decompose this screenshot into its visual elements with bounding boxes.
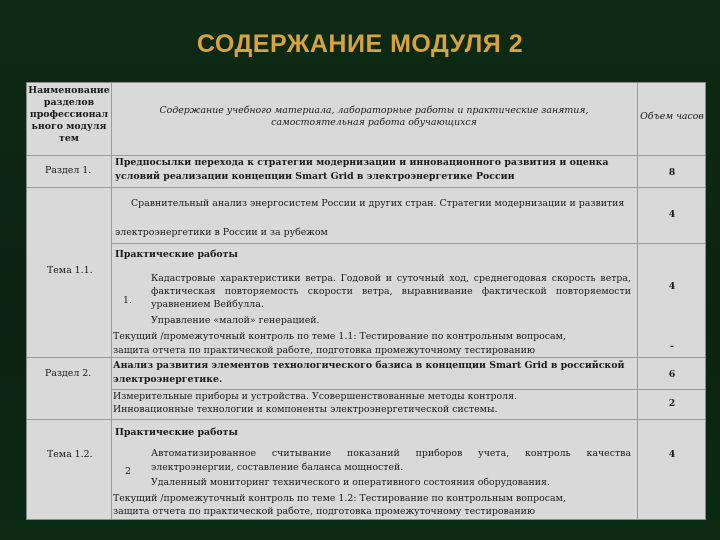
practical-number: 1. bbox=[123, 295, 132, 306]
header-divider bbox=[27, 155, 705, 156]
section-title: электроэнергетике. bbox=[113, 374, 223, 385]
hours-value: 4 bbox=[668, 209, 676, 220]
topic-text: Измерительные приборы и устройства. Усовершенствованные методы контроля. bbox=[113, 391, 518, 402]
row-divider bbox=[27, 187, 705, 188]
section-title: Предпосылки перехода к стратегии модернизации и инновационного развития и оценка bbox=[115, 157, 609, 168]
row-divider bbox=[111, 243, 705, 244]
row-divider bbox=[111, 389, 705, 390]
page-title: СОДЕРЖАНИЕ МОДУЛЯ 2 bbox=[196, 30, 524, 58]
topic-text: электроэнергетики в России и за рубежом bbox=[115, 227, 328, 238]
section-label: Раздел 1. bbox=[45, 165, 92, 176]
hours-value: 6 bbox=[668, 369, 676, 380]
column-divider-1 bbox=[111, 83, 112, 519]
row-divider bbox=[27, 419, 705, 420]
section-label: Раздел 2. bbox=[45, 368, 92, 379]
hours-value: 4 bbox=[668, 281, 676, 292]
row-divider bbox=[27, 357, 705, 358]
topic-text: Сравнительный анализ энергосистем России и других стран. Стратегии модернизации и развития bbox=[131, 198, 625, 209]
hours-value: - bbox=[670, 341, 674, 352]
topic-text: Инновационные технологии и компоненты электроэнергетической системы. bbox=[113, 404, 498, 415]
hours-value: 2 bbox=[668, 398, 676, 409]
section-title: условий реализации концепции Smart Grid в электроэнергетике России bbox=[115, 171, 515, 182]
header-col-hours: Объем часов bbox=[640, 111, 704, 122]
module-content-table: Наименование разделов профессионал ьного модуля тем Содержание учебного материала, лабораторные работы и практические занятия, самостоятельная работа обучающихся Объем часов Раздел 1. Предпосылки перехода к стратегии модернизации и инновационного развития и оценка условий реализации концепции Smart Grid в электроэнергетике России 8 Сравнительный анализ энергосистем России и других стран. Стратегии модернизации и развития электроэнергетики в России и за рубежом 4 Тема 1.1. Практические работы 1. Кадастровые характеристики ветра. Годовой и суточный ход, среднегодовая скорость ветра, фактическая повторяемость скорости ветра, выравнивание фактической повторяемости уравнением Вейбулла. Управление «малой» генерацией. 4 Текущий /промежуточный контроль по теме 1.1: Тестирование по контрольным вопросам, защита отчета по практической работе, подготовка промежуточному тестированию - Раздел 2. Анализ развития элементов технологического базиса в концепции Smart Grid в российской электроэнергетике. 6 Измерительные приборы и устройства. Усовершенствованные методы контроля. Инновационные технологии и компоненты электроэнергетической системы. 2 Тема 1.2. Практические работы 2 Автоматизированное считывание показаний приборов учета, контроль качества электроэнергии, составление баланса мощностей. Удаленный мониторинг технического и оперативного состояния оборудования. 4 Текущий /промежуточный контроль по теме 1.2: Тестирование по контрольным вопросам, защита отчета по практической работе, подготовка промежуточному тестированию bbox=[26, 82, 706, 520]
section-title: Анализ развития элементов технологического базиса в концепции Smart Grid в российской bbox=[113, 360, 625, 371]
topic-label: Тема 1.1. bbox=[47, 265, 93, 276]
practical-heading: Практические работы bbox=[115, 249, 238, 260]
hours-value: 4 bbox=[668, 449, 676, 460]
topic-label: Тема 1.2. bbox=[47, 449, 93, 460]
hours-value: 8 bbox=[668, 167, 676, 178]
practical-heading: Практические работы bbox=[115, 427, 238, 438]
practical-number: 2 bbox=[125, 466, 131, 477]
